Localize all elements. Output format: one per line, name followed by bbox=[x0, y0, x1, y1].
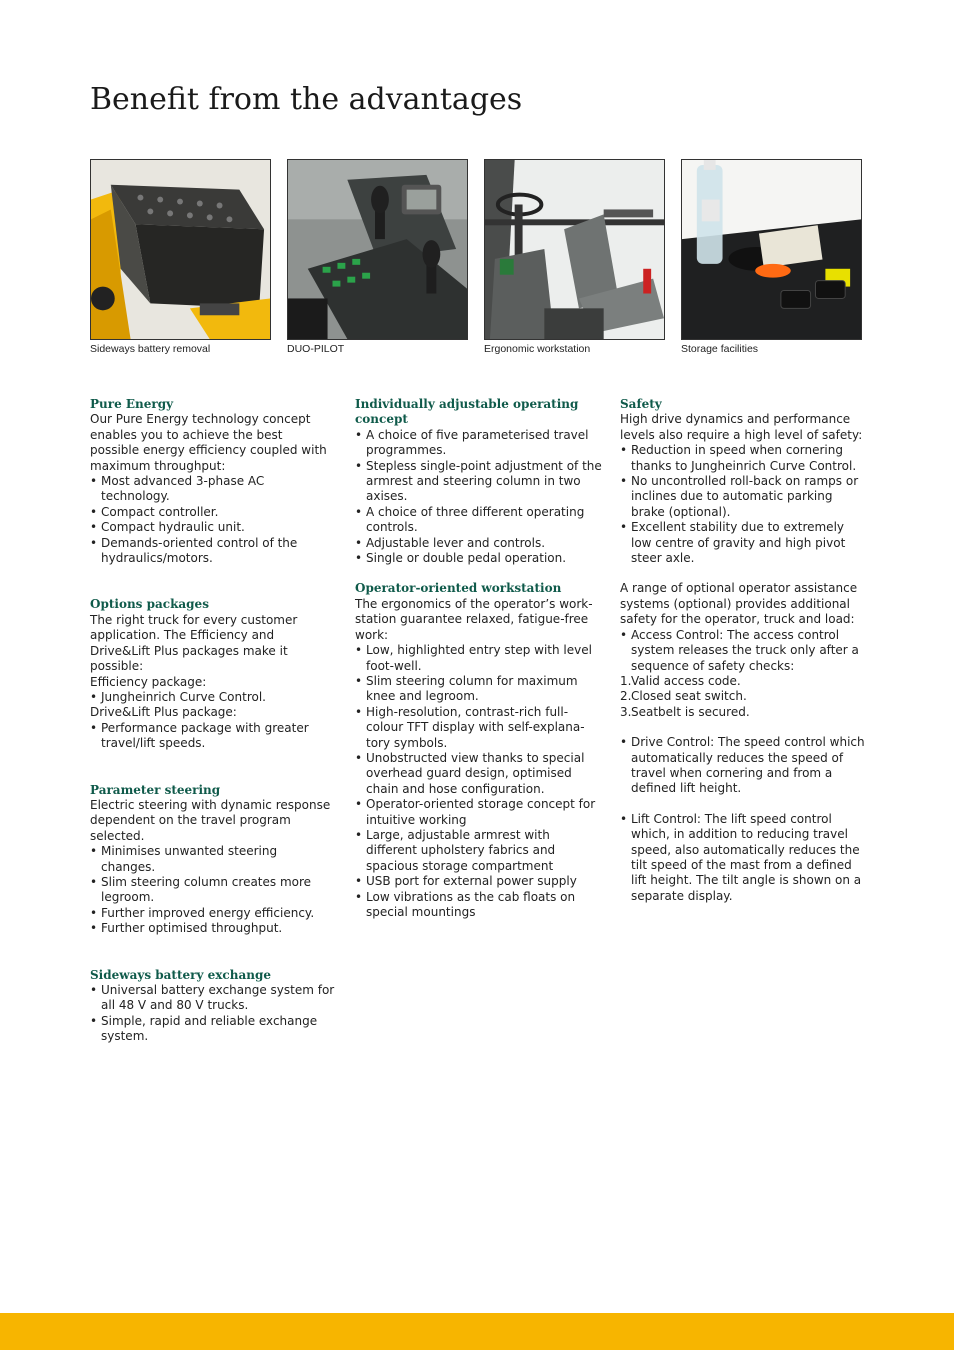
list-item: • Further optimised throughput. bbox=[90, 921, 335, 936]
list-item: • Access Control: The access control system releases the truck only after a sequence of safety checks: bbox=[620, 628, 865, 674]
bullet-list bbox=[90, 690, 335, 705]
bullet-list bbox=[90, 983, 335, 1045]
list-item: • Excellent stability due to extremely low centre of gravity and high pivot steer axle. bbox=[620, 520, 865, 566]
list-item: • Large, adjustable armrest with different upholstery fabrics and spacious storage compartment bbox=[355, 828, 603, 874]
section-heading: Parameter steering bbox=[90, 782, 221, 797]
adjustable-concept-section bbox=[355, 397, 603, 566]
section-intro: High drive dynamics and performance levels also require a high level of safety: bbox=[620, 412, 863, 442]
section-intro: The ergonomics of the operator’s work-station guarantee relaxed, fatigue-free work: bbox=[355, 596, 593, 642]
list-item: • Minimises unwanted steering changes. bbox=[90, 844, 335, 875]
list-item: • Jungheinrich Curve Control. bbox=[90, 690, 335, 705]
column-right bbox=[620, 397, 865, 904]
list-item: • USB port for external power supply bbox=[355, 874, 603, 889]
bullet-list bbox=[355, 643, 603, 920]
numbered-item: 2. Closed seat switch. bbox=[620, 689, 747, 704]
list-item: • Slim steering column creates more legroom. bbox=[90, 875, 335, 906]
list-item: • Reduction in speed when cornering thanks to Jungheinrich Curve Control. bbox=[620, 443, 865, 474]
list-item: • Lift Control: The lift speed control which, in addition to reducing travel speed, also automatically reduces the tilt speed of the mast from a defined lift height. The tilt angle is shown on a separate display. bbox=[620, 812, 865, 904]
assistance-intro: A range of optional operator assistance systems (optional) provides additional safety for the operator, truck and load: bbox=[620, 581, 858, 627]
list-item: • Performance package with greater travel/lift speeds. bbox=[90, 721, 335, 752]
pure-energy-section bbox=[90, 397, 335, 566]
column-left bbox=[90, 397, 335, 1076]
page-title: Benefit from the advantages bbox=[90, 82, 523, 117]
bullet-list bbox=[90, 474, 335, 566]
list-item: • A choice of five parameterised travel programmes. bbox=[355, 428, 603, 459]
list-item: • Universal battery exchange system for all 48 V and 80 V trucks. bbox=[90, 983, 335, 1014]
list-item: • Most advanced 3-phase AC technology. bbox=[90, 474, 335, 505]
safety-section bbox=[620, 397, 865, 904]
list-item: • Demands-oriented control of the hydraulics/motors. bbox=[90, 536, 335, 567]
options-packages-section bbox=[90, 597, 335, 751]
list-item: • Low vibrations as the cab floats on special mountings bbox=[355, 890, 603, 921]
list-item: • Adjustable lever and controls. bbox=[355, 536, 603, 551]
list-item: • Single or double pedal operation. bbox=[355, 551, 603, 566]
column-middle bbox=[355, 397, 603, 951]
bullet-list bbox=[355, 428, 603, 567]
bullet-list bbox=[620, 735, 865, 797]
list-item: • Compact controller. bbox=[90, 505, 335, 520]
list-item: • Unobstructed view thanks to special overhead guard design, optimised chain and hose configuration. bbox=[355, 751, 603, 797]
numbered-item: 3. Seatbelt is secured. bbox=[620, 704, 750, 719]
numbered-list bbox=[620, 674, 865, 720]
section-heading: Options packages bbox=[90, 597, 209, 612]
list-item: • Simple, rapid and reliable exchange system. bbox=[90, 1014, 335, 1045]
list-item: • Compact hydraulic unit. bbox=[90, 520, 335, 535]
bullet-list bbox=[620, 443, 865, 566]
list-item: • A choice of three different operating controls. bbox=[355, 505, 603, 536]
section-heading: Sideways battery exchange bbox=[90, 967, 271, 982]
photo-caption: Sideways battery removal bbox=[90, 343, 211, 355]
battery-removal-photo bbox=[90, 159, 271, 340]
section-heading: Safety bbox=[620, 397, 662, 411]
bullet-list bbox=[620, 628, 865, 674]
section-intro: Electric steering with dynamic response dependent on the travel program selected. bbox=[90, 797, 331, 843]
list-item: • Operator-oriented storage concept for intuitive working bbox=[355, 797, 603, 828]
parameter-steering-section bbox=[90, 783, 335, 937]
list-item: • Further improved energy efficiency. bbox=[90, 906, 335, 921]
section-heading: Operator-oriented workstation bbox=[355, 581, 562, 596]
list-item: • Low, highlighted entry step with level foot-well. bbox=[355, 643, 603, 674]
numbered-item: 1. Valid access code. bbox=[620, 673, 741, 688]
list-item: • Stepless single-point adjustment of the armrest and steering column in two axises. bbox=[355, 459, 603, 505]
storage-photo bbox=[681, 159, 862, 340]
bullet-list bbox=[90, 721, 335, 752]
footer-accent-bar bbox=[0, 1313, 954, 1350]
battery-exchange-section bbox=[90, 968, 335, 1045]
section-heading: Pure Energy bbox=[90, 397, 174, 411]
bullet-list bbox=[90, 844, 335, 936]
section-heading: Individually adjustable operating concept bbox=[355, 397, 579, 427]
photo-caption: Ergonomic workstation bbox=[484, 343, 591, 355]
section-intro: The right truck for every customer application. The Efficiency and Drive&Lift Plus packages make it possible: bbox=[90, 612, 298, 674]
package-label: Drive&Lift Plus package: bbox=[90, 705, 237, 720]
list-item: • Slim steering column for maximum knee and legroom. bbox=[355, 674, 603, 705]
list-item: • No uncontrolled roll-back on ramps or inclines due to automatic parking brake (optional). bbox=[620, 474, 865, 520]
bullet-list bbox=[620, 812, 865, 904]
photo-caption: DUO-PILOT bbox=[287, 343, 345, 355]
package-label: Efficiency package: bbox=[90, 674, 207, 689]
operator-workstation-section bbox=[355, 581, 603, 920]
list-item: • Drive Control: The speed control which automatically reduces the speed of travel when cornering and from a defined lift height. bbox=[620, 735, 865, 797]
duo-pilot-photo bbox=[287, 159, 468, 340]
photo-caption: Storage facilities bbox=[681, 343, 759, 355]
list-item: • High-resolution, contrast-rich full-colour TFT display with self-explana-tory symbols. bbox=[355, 705, 603, 751]
workstation-photo bbox=[484, 159, 665, 340]
section-intro: Our Pure Energy technology concept enables you to achieve the best possible energy efficiency coupled with maximum throughput: bbox=[90, 412, 327, 473]
